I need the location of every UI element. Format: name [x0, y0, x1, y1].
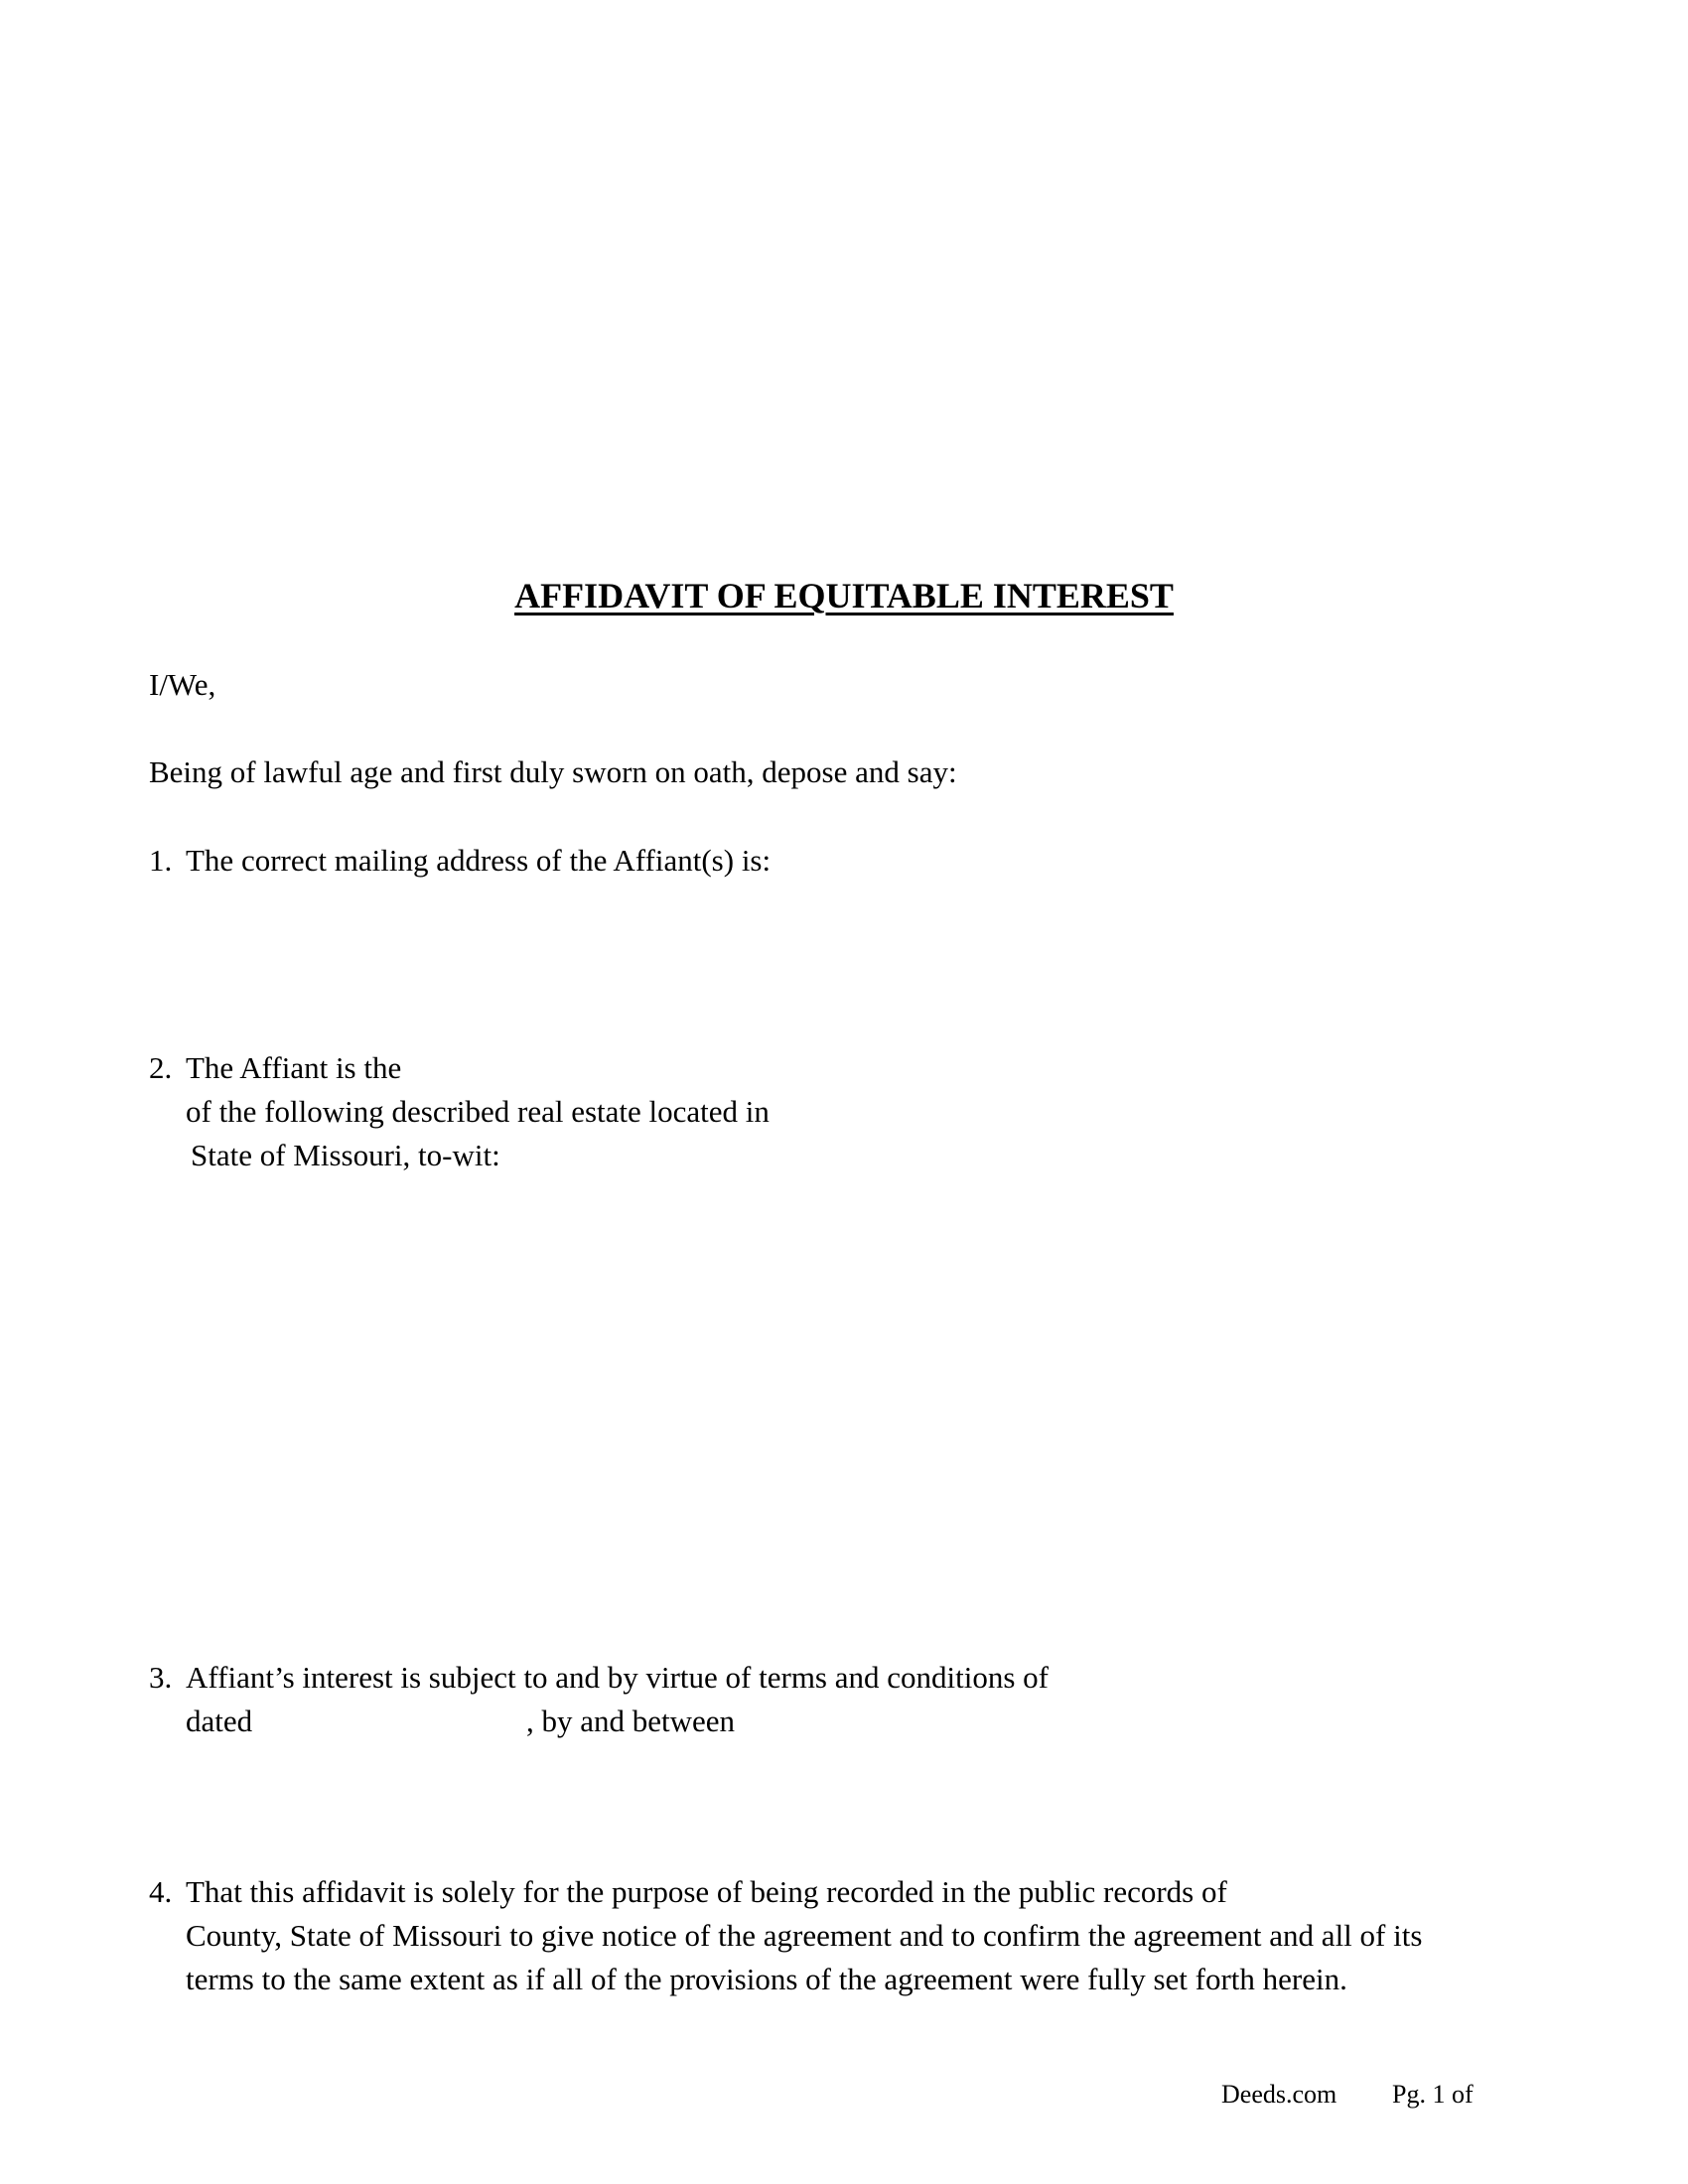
item3-line1: Affiant’s interest is subject to and by virtue of terms and conditions of	[186, 1660, 1049, 1695]
item4-number: 4.	[149, 1874, 173, 1909]
footer-page-label: Pg. 1 of	[1392, 2080, 1474, 2109]
item2-line1: The Affiant is the	[186, 1050, 402, 1085]
affiant-intro: I/We,	[149, 667, 216, 702]
item1-text: The correct mailing address of the Affiant(s) is:	[186, 843, 772, 878]
item4-line2: County, State of Missouri to give notice of the agreement and to confirm the agreement and all of its	[186, 1918, 1423, 1953]
item4-line3: terms to the same extent as if all of the provisions of the agreement were fully set forth herein.	[186, 1962, 1347, 1996]
item3-between-label: , by and between	[526, 1704, 736, 1738]
item2-number: 2.	[149, 1050, 173, 1085]
footer-brand: Deeds.com	[1221, 2080, 1337, 2109]
item2-line2: of the following described real estate located in	[186, 1094, 770, 1129]
item4-line1: That this affidavit is solely for the purpose of being recorded in the public records of	[186, 1874, 1227, 1909]
oath-line: Being of lawful age and first duly sworn on oath, depose and say:	[149, 754, 957, 789]
item1-number: 1.	[149, 843, 173, 878]
document-title: AFFIDAVIT OF EQUITABLE INTEREST	[514, 576, 1174, 615]
item2-line3: State of Missouri, to-wit:	[191, 1138, 500, 1172]
item3-dated-label: dated	[186, 1704, 253, 1738]
item3-number: 3.	[149, 1660, 173, 1695]
